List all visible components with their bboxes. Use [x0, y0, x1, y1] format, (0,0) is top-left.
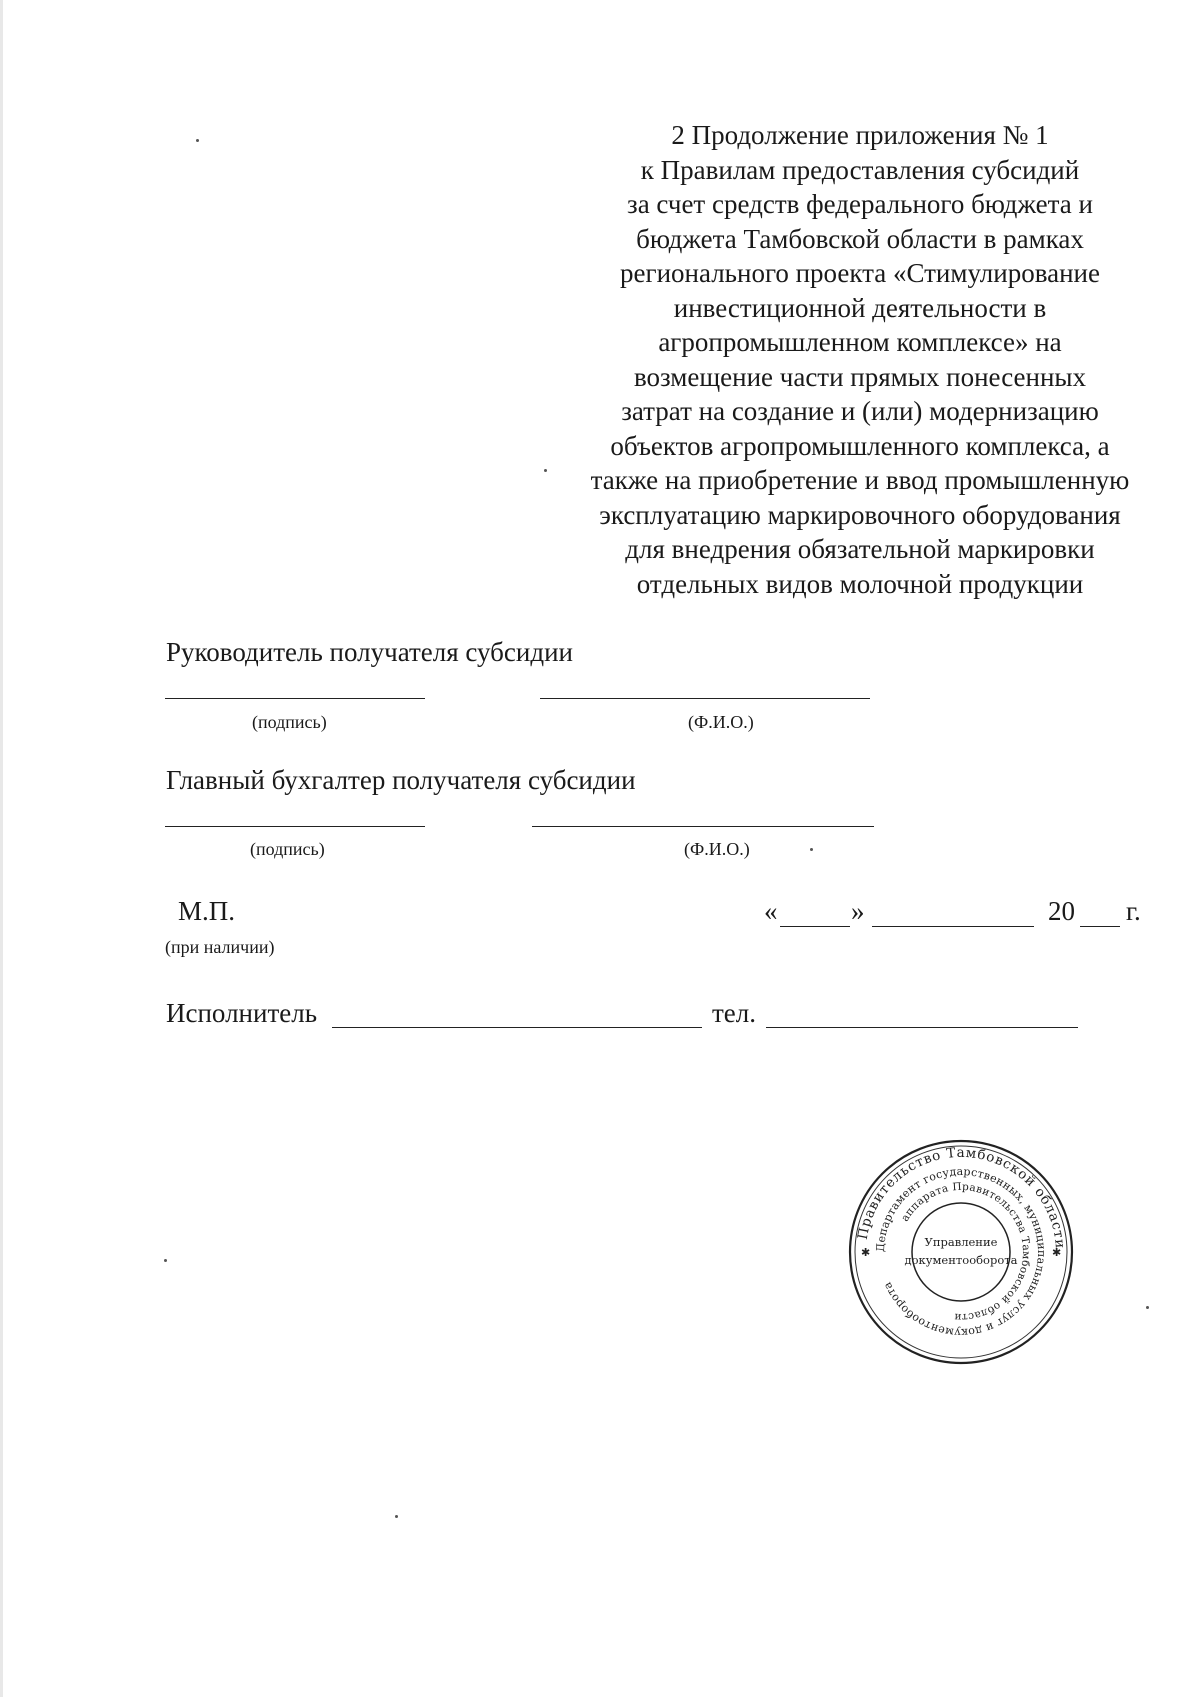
date-year-suffix: г.: [1126, 896, 1141, 926]
seal-note: (при наличии): [165, 937, 275, 957]
stamp-middle-text: Департамент государственных, муниципальных услуг и документооборота: [873, 1164, 1049, 1340]
stamp-star-right: ✱: [1052, 1246, 1062, 1259]
scan-speck: [196, 139, 199, 142]
accountant-name-line[interactable]: [532, 826, 874, 827]
accountant-title: Главный бухгалтер получателя субсидии: [166, 765, 636, 795]
scan-speck: [164, 1259, 167, 1262]
stamp-inner-text: аппарата Правительства Тамбовской области: [898, 1180, 1033, 1324]
head-signature-hint: (подпись): [252, 712, 327, 732]
scan-speck: [810, 848, 813, 851]
head-title: Руководитель получателя субсидии: [166, 637, 573, 667]
header-line: за счет средств федерального бюджета и: [627, 189, 1093, 219]
phone-label: тел.: [712, 998, 757, 1028]
header-line: к Правилам предоставления субсидий: [640, 154, 1080, 185]
executor-name-line[interactable]: [332, 1027, 702, 1028]
accountant-signature-hint: (подпись): [250, 839, 325, 859]
header-line: для внедрения обязательной маркировки: [625, 534, 1095, 564]
stamp-star-left: ✱: [861, 1246, 871, 1259]
header-line: возмещение части прямых понесенных: [633, 361, 1087, 392]
header-line: агропромышленном комплексе» на: [658, 327, 1062, 357]
head-name-line[interactable]: [540, 698, 870, 699]
header-line: 2 Продолжение приложения № 1: [671, 120, 1049, 150]
date-day-line[interactable]: [780, 926, 850, 927]
scan-speck: [544, 469, 547, 472]
executor-label: Исполнитель: [166, 998, 318, 1028]
header-line: инвестиционной деятельности в: [673, 292, 1047, 323]
phone-line[interactable]: [766, 1027, 1078, 1028]
header-line: эксплуатацию маркировочного оборудования: [599, 499, 1121, 530]
scan-speck: [1146, 1306, 1149, 1309]
header-line: объектов агропромышленного комплекса, а: [610, 430, 1110, 461]
date-open-quote: «: [764, 896, 778, 926]
header-line: отдельных видов молочной продукции: [636, 568, 1084, 599]
stamp-outer-text: Правительство Тамбовской области: [854, 1144, 1069, 1250]
date-month-line[interactable]: [872, 926, 1034, 927]
date-close-quote: »: [851, 896, 865, 926]
head-name-hint: (Ф.И.О.): [688, 712, 754, 732]
date-year-line[interactable]: [1080, 926, 1120, 927]
appendix-header: [560, 118, 1160, 601]
seal-label: М.П.: [178, 896, 236, 926]
official-stamp: [847, 1138, 1075, 1366]
scan-edge: [0, 0, 3, 1697]
header-line: затрат на создание и (или) модернизацию: [621, 396, 1099, 426]
date-year-prefix: 20: [1048, 896, 1075, 926]
stamp-center-line2: документооборота: [904, 1253, 1018, 1267]
header-line: также на приобретение и ввод промышленную: [590, 465, 1130, 495]
header-line: регионального проекта «Стимулирование: [620, 258, 1100, 288]
head-signature-line[interactable]: [165, 698, 425, 699]
stamp-center-line1: Управление: [924, 1235, 998, 1249]
header-line: бюджета Тамбовской области в рамках: [636, 223, 1084, 254]
stamp-graphic: [847, 1138, 1075, 1366]
accountant-signature-line[interactable]: [165, 826, 425, 827]
accountant-name-hint: (Ф.И.О.): [684, 839, 750, 859]
scan-speck: [395, 1515, 398, 1518]
